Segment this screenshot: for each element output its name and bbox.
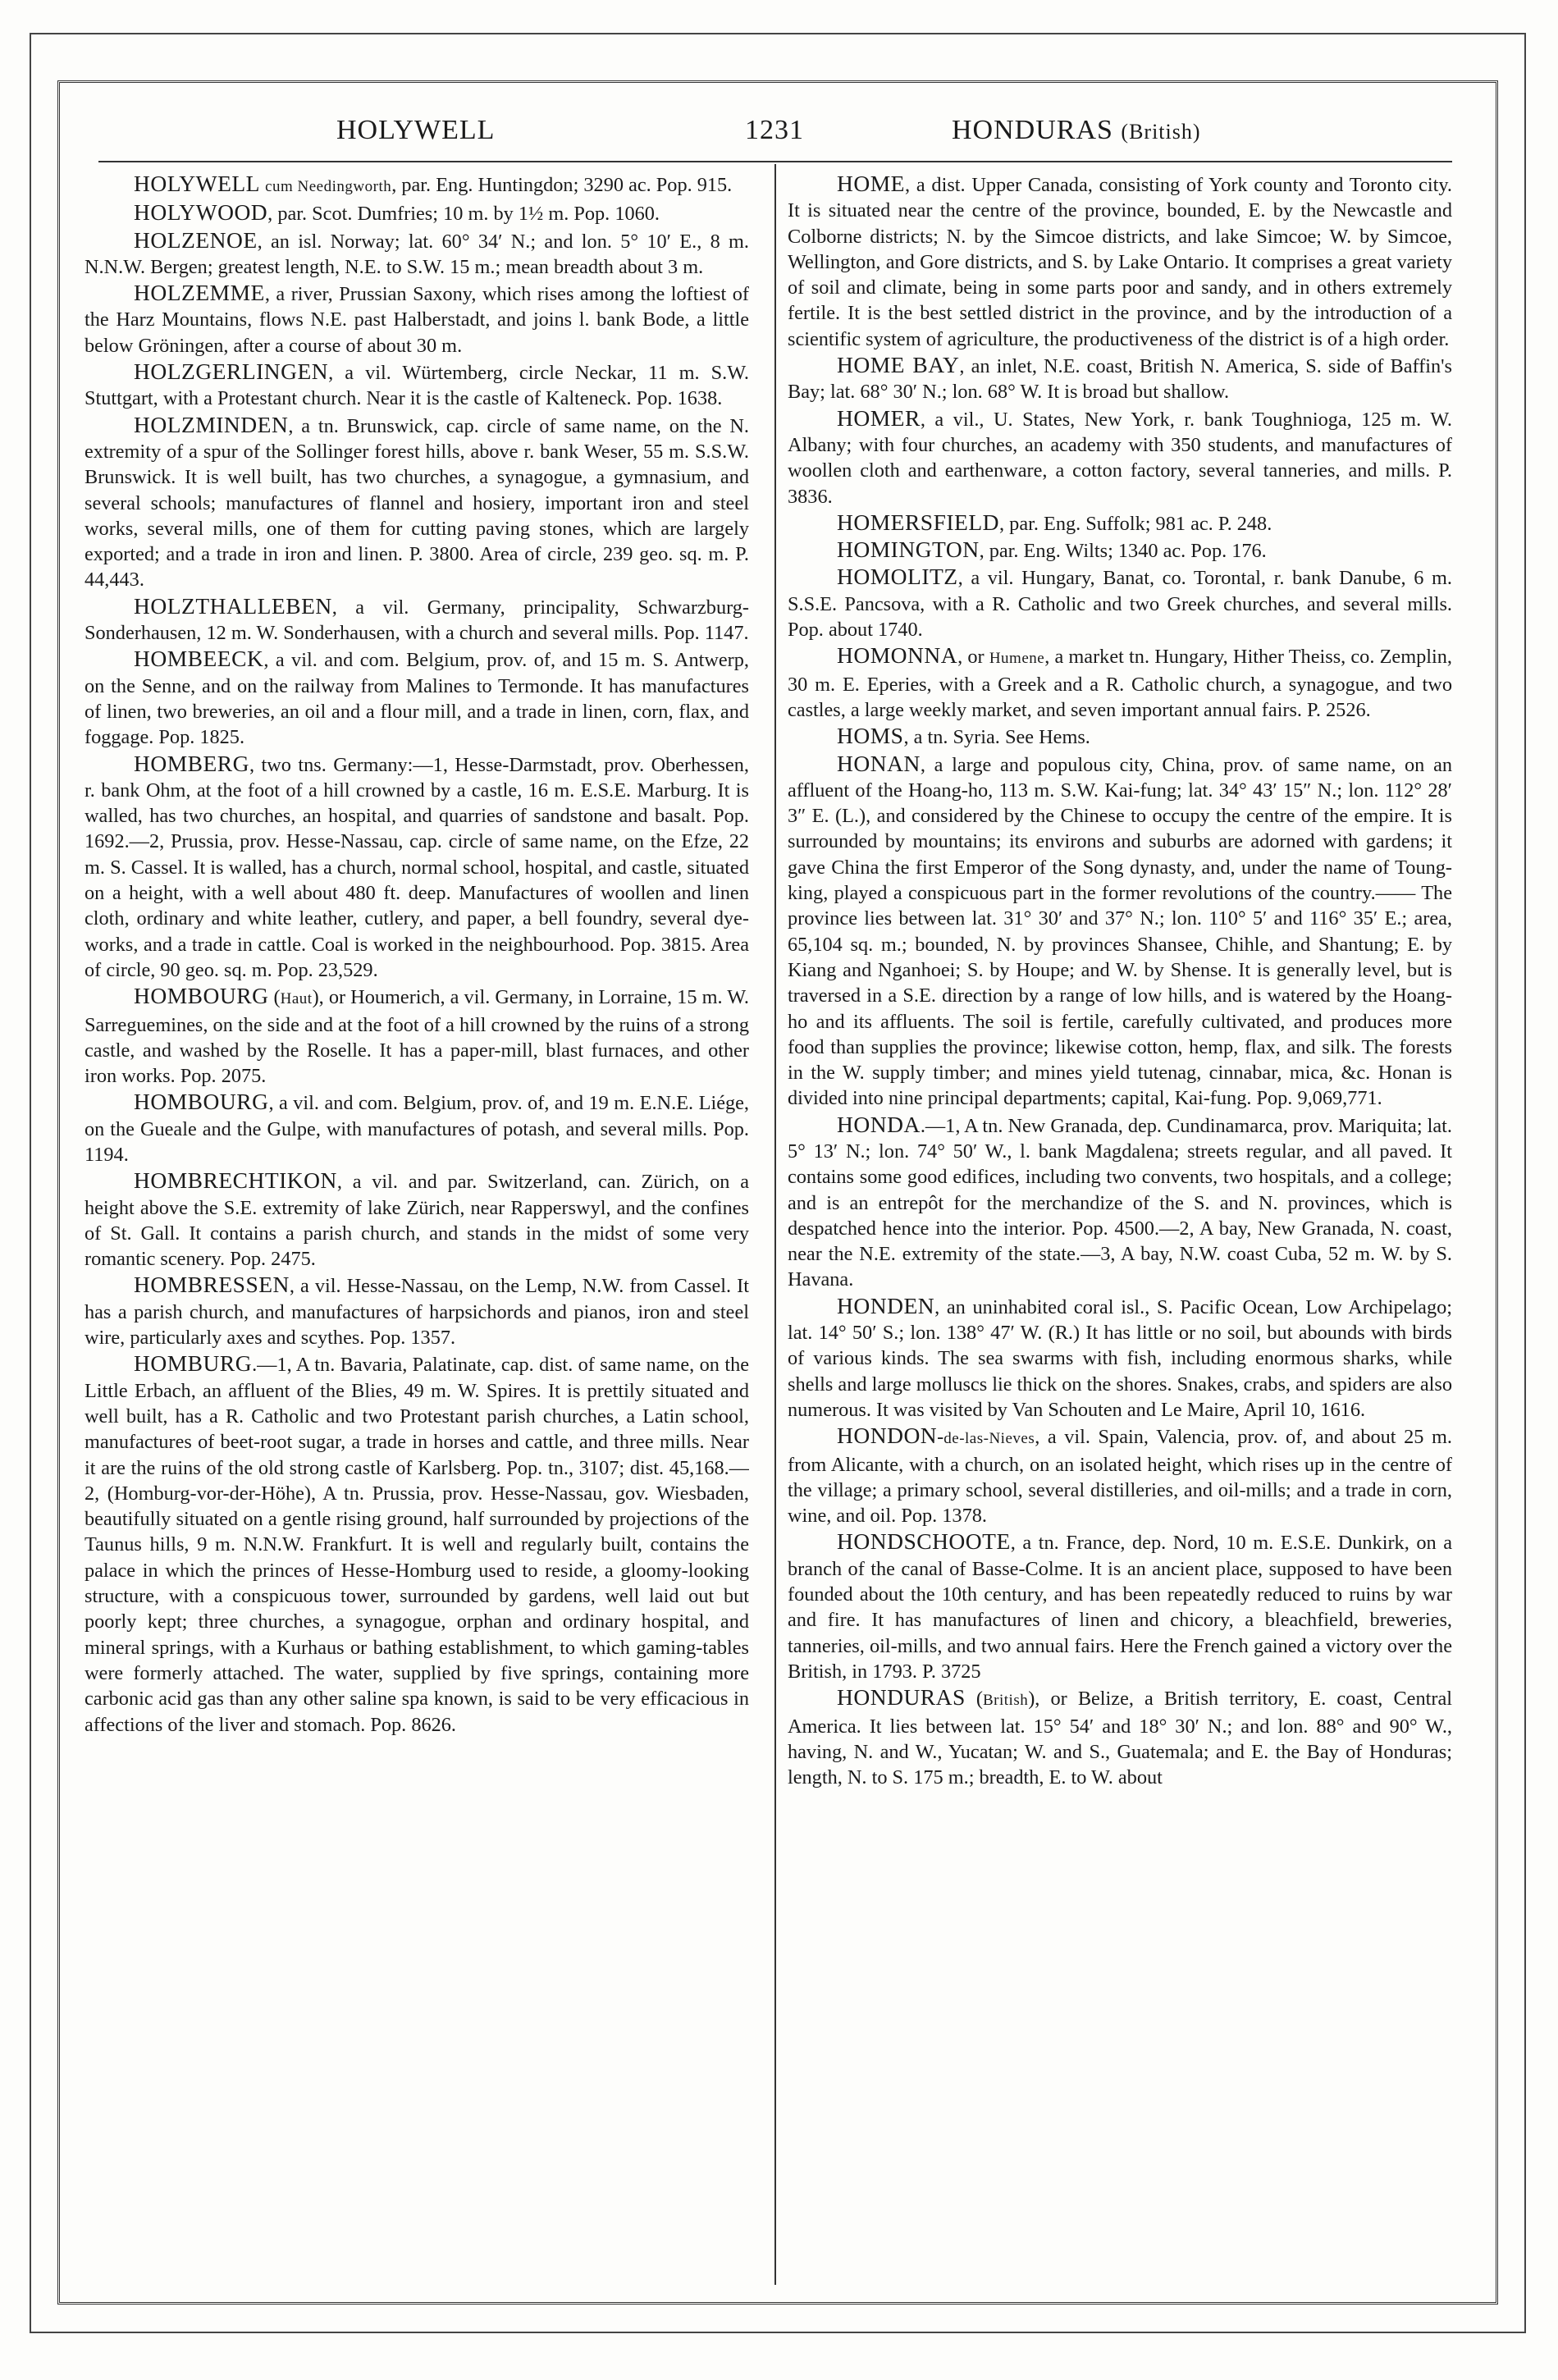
entry-headword: HONDSCHOOTE (837, 1528, 1011, 1555)
entry-headword: HONDA (837, 1111, 921, 1137)
right-heading-main: HONDURAS (952, 115, 1113, 145)
entry-headword: HOMOLITZ (837, 564, 958, 590)
gazetteer-entry (788, 509, 1452, 537)
entry-headword: HONAN (837, 750, 921, 776)
entry-qualifier: cum Needingworth (265, 178, 392, 195)
entry-headword: HOMONNA (837, 642, 958, 669)
gazetteer-entry (788, 537, 1452, 564)
left-running-heading: HOLYWELL (336, 115, 496, 145)
entry-headword: HOMS (837, 723, 904, 749)
gazetteer-entry (85, 412, 749, 593)
gazetteer-entry (85, 280, 749, 359)
gazetteer-entry (788, 642, 1452, 723)
entry-headword: HOLZEMME (134, 280, 265, 306)
gazetteer-entry (85, 751, 749, 984)
entry-headword: HOLZGERLINGEN (134, 359, 329, 385)
entry-body: , a vil. Germany, principality, Schwarzburg-Sonderhausen, 12 m. W. Sonderhausen, with a church and several mills. Pop. 1147. (85, 596, 749, 645)
entry-body: , a market tn. Hungary, Hither Theiss, co. Zemplin, 30 m. E. Eperies, with a Greek and a R. Catholic church, a synagogue, and two castles, a large weekly market, and seven important annual fairs. P. 2526. (788, 646, 1452, 721)
entry-headword: HOME BAY (837, 352, 960, 378)
entry-body: , par. Scot. Dumfries; 10 m. by 1½ m. Pop. 1060. (267, 203, 660, 226)
page-number: 1231 (745, 115, 804, 145)
heading-rule (98, 161, 1452, 162)
entry-body: , a tn. Syria. See Hems. (903, 726, 1090, 749)
right-heading-suffix: (British) (1121, 120, 1201, 144)
gazetteer-entry (788, 1112, 1452, 1293)
gazetteer-entry (85, 359, 749, 412)
gazetteer-entry (788, 1684, 1452, 1790)
entry-headword: HOMBOURG (134, 1089, 269, 1115)
entry-connector: ( (268, 986, 281, 1009)
gazetteer-entry (85, 1350, 749, 1737)
entry-connector: ( (965, 1688, 983, 1711)
gazetteer-entry (85, 646, 749, 750)
gazetteer-entry (85, 1089, 749, 1167)
gazetteer-entry (85, 171, 749, 199)
entry-body: , a vil. Spain, Valencia, prov. of, and about 25 m. from Alicante, with a church, on an isolated height, which rises up in the centre of the village; a primary school, several distilleries, and oil-mills; and a trade in corn, wine, and oil. Pop. 1378. (788, 1426, 1452, 1528)
entry-headword: HONDON (837, 1423, 938, 1449)
gazetteer-entry (788, 405, 1452, 509)
entry-body: ), or Houmerich, a vil. Germany, in Lorraine, 15 m. W. Sarreguemines, on the side and at the foot of a hill crowned by the ruins of a strong castle, and washed by the Roselle. It has a paper-mill, blast furnaces, and other iron works. Pop. 2075. (85, 986, 749, 1088)
entry-qualifier: Humene (989, 650, 1045, 668)
entry-qualifier: British (982, 1692, 1029, 1710)
entry-headword: HOMBEECK (134, 646, 264, 672)
entry-connector: - (937, 1426, 944, 1449)
gazetteer-entry (788, 564, 1452, 642)
entry-headword: HOME (837, 171, 905, 196)
entry-headword: HONDURAS (837, 1684, 966, 1711)
entry-body: , a tn. France, dep. Nord, 10 m. E.S.E. Dunkirk, on a branch of the canal of Basse-Colme. It is an ancient place, supposed to have been founded about the 10th century, and has been repeatedly reduced to ruins by war and fire. It has manufactures of linen and chicory, a bleachfield, breweries, tanneries, oil-mills, and two annual fairs. Here the French gained a victory over the British, in 1793. P. 3725 (788, 1532, 1452, 1683)
entry-headword: HOMBERG (134, 750, 250, 776)
entry-headword: HOMBOURG (134, 983, 269, 1009)
entry-body: , a river, Prussian Saxony, which rises among the loftiest of the Harz Mountains, flows N.E. past Halberstadt, and joins l. bank Bode, a little below Gröningen, after a course of about 30 m. (85, 283, 749, 357)
gazetteer-entry (788, 171, 1452, 352)
entry-body: , an isl. Norway; lat. 60° 34′ N.; and lon. 5° 10′ E., 8 m. N.N.W. Bergen; greatest length, N.E. to S.W. 15 m.; mean breadth about 3 m. (85, 230, 749, 278)
entry-body: .—1, A tn. New Granada, dep. Cundinamarca, prov. Mariquita; lat. 5° 13′ N.; lon. 74° 50′ W., l. bank Magdalena; streets regular, and all paved. It contains some good edifices, including two convents, two hospitals, and a college; and is an entrepôt for the merchandize of the S. and N. provinces, which is despatched hence into the interior. Pop. 4500.—2, A bay, New Granada, N. coast, near the N.E. extremity of the state.—3, A bay, N.W. coast Cuba, 52 m. W. by S. Havana. (788, 1114, 1452, 1291)
entry-body: , an inlet, N.E. coast, British N. America, S. side of Baffin's Bay; lat. 68° 30′ N.; lon. 68° W. It is broad but shallow. (788, 355, 1452, 404)
entry-body: , a vil. and com. Belgium, prov. of, and 19 m. E.N.E. Liége, on the Gueale and the Gulpe, with manufactures of potash, and several mills. Pop. 1194. (85, 1092, 749, 1166)
entry-headword: HOLYWELL (134, 171, 260, 196)
entry-body: , a tn. Brunswick, cap. circle of same name, on the N. extremity of a spur of the Sollinger forest hills, above r. bank Weser, 55 m. S.S.W. Brunswick. It is well built, has two churches, a synagogue, a gymnasium, and several schools; manufactures of flannel and hosiery, important iron and steel works, several mills, one of them for cutting paving stones, which are largely exported; and a trade in iron and linen. P. 3800. Area of circle, 239 geo. sq. m. P. 44,443. (85, 414, 749, 592)
entry-headword: HONDEN (837, 1292, 935, 1318)
entry-body: , a vil. and com. Belgium, prov. of, and 15 m. S. Antwerp, on the Senne, and on the railway from Malines to Termonde. It has manufactures of linen, two breweries, an oil and a flour mill, and a trade in linen, corn, flax, and foggage. Pop. 1825. (85, 649, 749, 749)
entry-body: , a vil. Würtemberg, circle Neckar, 11 m. S.W. Stuttgart, with a Protestant church. Near it is the castle of Kalteneck. Pop. 1638. (85, 362, 749, 410)
gazetteer-entry (85, 199, 749, 226)
gazetteer-entry (85, 593, 749, 646)
entry-body: , par. Eng. Wilts; 1340 ac. Pop. 176. (979, 540, 1267, 563)
gazetteer-entry (788, 352, 1452, 405)
gazetteer-entry (788, 1528, 1452, 1684)
entry-qualifier: de-las-Nieves (943, 1430, 1035, 1448)
entry-connector: , or (957, 646, 989, 669)
gazetteer-entry (85, 983, 749, 1089)
entry-body: , par. Eng. Huntingdon; 3290 ac. Pop. 915. (391, 174, 733, 196)
right-column (788, 171, 1452, 2271)
entry-body: .—1, A tn. Bavaria, Palatinate, cap. dist. of same name, on the Little Erbach, an affluent of the Blies, 49 m. W. Spires. It is prettily situated and well built, has a R. Catholic and two Protestant parish churches, a Latin school, manufactures of beet-root sugar, a trade in horses and cattle, and three mills. Near it are the ruins of the old strong castle of Karlsberg. Pop. tn., 3107; dist. 45,168.—2, (Homburg-vor-der-Höhe), A tn. Prussia, prov. Hesse-Nassau, gov. Wiesbaden, beautifully situated on a gentle rising ground, half surrounded by projections of the Taunus hills, 9 m. N.N.W. Frankfurt. It is well and regularly built, contains the palace in which the princes of Hesse-Homburg used to reside, a gloomy-looking structure, with a conspicuous tower, surrounded by gardens, well laid out but poorly kept; three churches, a synagogue, orphan and ordinary hospital, and mineral springs, with a Kurhaus or bathing establishment, to which gaming-tables were formerly attached. The water, supplied by five springs, containing more carbonic acid gas than any other saline spa known, is said to be very efficacious in affections of the liver and stomach. Pop. 8626. (85, 1354, 749, 1736)
entry-headword: HOMBRECHTIKON (134, 1167, 337, 1194)
gazetteer-entry (85, 1167, 749, 1272)
entry-body: , par. Eng. Suffolk; 981 ac. P. 248. (999, 512, 1272, 535)
entry-headword: HOMBRESSEN (134, 1272, 290, 1298)
gazetteer-entry (788, 723, 1452, 750)
entry-headword: HOLZENOE (134, 226, 258, 253)
entry-headword: HOLZMINDEN (134, 411, 289, 437)
entry-body: , a vil. Hesse-Nassau, on the Lemp, N.W. from Cassel. It has a parish church, and manufactures of harpsichords and pianos, iron and steel wire, particularly axes and scythes. Pop. 1357. (85, 1275, 749, 1350)
entry-body: ), or Belize, a British territory, E. coast, Central America. It lies between lat. 15° 54′ and 18° 30′ N.; and lon. 88° and 90° W., having, N. and W., Yucatan; W. and S., Guatemala; and E. the Bay of Honduras; length, N. to S. 175 m.; breadth, E. to W. about (788, 1688, 1452, 1789)
right-running-heading (952, 115, 1201, 146)
entry-body: , a vil. and par. Switzerland, can. Zürich, on a height above the S.E. extremity of lake Zürich, near Rapperswyl, and the confines of St. Gall. It contains a parish church, and stands in the midst of some very romantic scenery. Pop. 2475. (85, 1171, 749, 1271)
entry-qualifier: Haut (280, 990, 313, 1008)
entry-headword: HOLZTHALLEBEN (134, 592, 332, 619)
left-column (85, 171, 749, 2271)
entry-headword: HOMERSFIELD (837, 509, 1000, 535)
entry-body: , a vil., U. States, New York, r. bank Toughnioga, 125 m. W. Albany; with four churches, an academy with 350 students, and manufactures of woollen cloth and earthenware, a cotton factory, several tanneries, and mills. P. 3836. (788, 408, 1452, 508)
gazetteer-entry (788, 1293, 1452, 1423)
gazetteer-entry (788, 751, 1452, 1112)
entry-headword: HOMINGTON (837, 537, 980, 563)
gazetteer-entry (788, 1423, 1452, 1528)
entry-headword: HOMBURG (134, 1350, 253, 1377)
column-divider (774, 164, 776, 2285)
entry-body: , an uninhabited coral isl., S. Pacific Ocean, Low Archipelago; lat. 14° 50′ S.; lon. 138° 47′ W. (R.) It has little or no soil, but abounds with birds of various kinds. The sea swarms with fish, including enormous sharks, while shells and large molluscs lie thick on the shores. Snakes, crabs, and spiders are also numerous. It was visited by Van Schouten and Le Maire, April 10, 1616. (788, 1295, 1452, 1421)
entry-body: , a large and populous city, China, prov. of same name, on an affluent of the Hoang-ho, 113 m. S.W. Kai-fung; lat. 34° 43′ 15″ N.; lon. 112° 28′ 3″ E. (L.), and considered by the Chinese to occupy the centre of the empire. It is surrounded by mountains; its environs and suburbs are adorned with gardens; it gave China the first Emperor of the Song dynasty, and, under the name of Toung-king, played a conspicuous part in the former revolutions of the country.—— The province lies between lat. 31° 30′ and 37° N.; lon. 110° 5′ and 116° 35′ E.; area, 65,104 sq. m.; bounded, N. by provinces Shansee, Chihle, and Shantung; E. by Kiang and Nganhoei; S. by Houpe; and W. by Shense. It is generally level, but is traversed in a S.E. direction by a range of low hills, and is watered by the Hoang-ho and its affluents. The soil is fertile, carefully cultivated, and produces more food than supplies the province; likewise cotton, hemp, flax, and silk. The forests in the W. supply timber; and mines yield tutenag, cinnabar, mica, &c. Honan is divided into nine principal departments; capital, Kai-fung. Pop. 9,069,771. (788, 753, 1452, 1110)
gazetteer-entry (85, 1272, 749, 1350)
entry-body: , two tns. Germany:—1, Hesse-Darmstadt, prov. Oberhessen, r. bank Ohm, at the foot of a hill crowned by a castle, 16 m. E.S.E. Marburg. It is walled, has two churches, an hospital, and quarries of sandstone and basalt. Pop. 1692.—2, Prussia, prov. Hesse-Nassau, cap. circle of same name, on the Efze, 22 m. S. Cassel. It is walled, has a church, normal school, hospital, and castle, situated on a height, with a well about 480 ft. deep. Manufactures of woollen and linen cloth, ordinary and white leather, cutlery, and paper, a bell foundry, several dye-works, and a trade in cattle. Coal is worked in the neighbourhood. Pop. 3815. Area of circle, 90 geo. sq. m. Pop. 23,529. (85, 753, 749, 981)
gazetteer-entry (85, 227, 749, 281)
entry-body: , a vil. Hungary, Banat, co. Torontal, r. bank Danube, 6 m. S.S.E. Pancsova, with a R. Catholic and two Greek churches, and several mills. Pop. about 1740. (788, 567, 1452, 642)
entry-headword: HOMER (837, 404, 921, 431)
running-head (57, 115, 1493, 164)
entry-body: , a dist. Upper Canada, consisting of York county and Toronto city. It is situated near the centre of the province, bounded, E. by the Newcastle and Colborne districts; N. by the Simcoe districts, and lake Simcoe; W. by Simcoe, Wellington, and Gore districts, and S. by Lake Ontario. It comprises a great variety of soil and climate, being in some parts poor and sandy, and in others extremely fertile. It is the best settled district in the province, and by the introduction of a scientific system of agriculture, the productiveness of the district is of a high order. (788, 174, 1452, 350)
entry-headword: HOLYWOOD (134, 199, 268, 226)
